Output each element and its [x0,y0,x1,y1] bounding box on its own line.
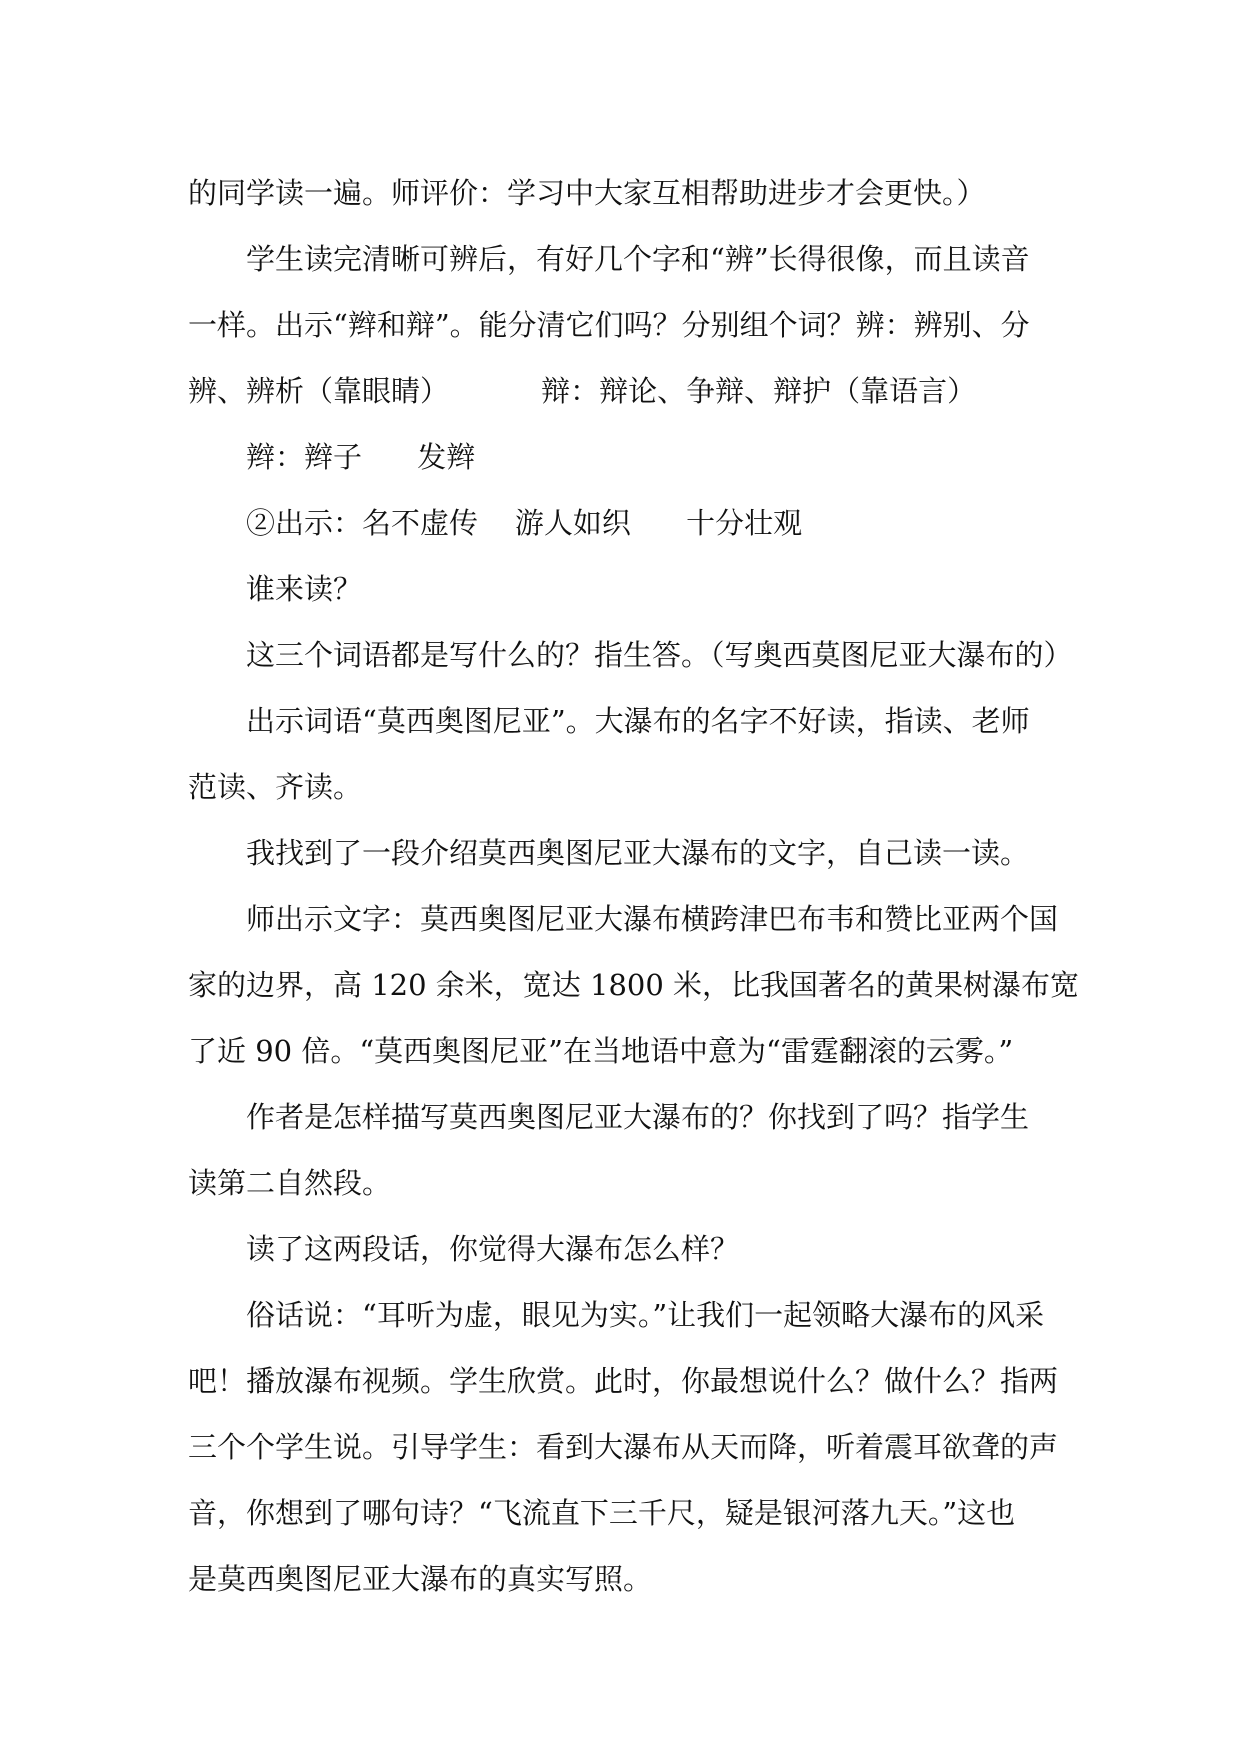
text-line: 辨、辨析（靠眼睛） 辩：辩论、争辩、辩护（靠语言） [188,374,977,408]
text-line: 三个个学生说。引导学生：看到大瀑布从天而降，听着震耳欲聋的声 [188,1430,1059,1464]
text-line: 师出示文字：莫西奥图尼亚大瀑布横跨津巴布韦和赞比亚两个国 [246,902,1059,936]
document-body [188,160,1080,1612]
text-line: 出示词语“莫西奥图尼亚”。大瀑布的名字不好读，指读、老师 [246,704,1030,738]
text-line: 读了这两段话，你觉得大瀑布怎么样？ [246,1232,740,1266]
text-line: 谁来读？ [246,572,363,606]
text-line: 我找到了一段介绍莫西奥图尼亚大瀑布的文字，自己读一读。 [246,836,1030,870]
text-line: ②出示：名不虚传 游人如织 十分壮观 [246,506,803,540]
text-line: 范读、齐读。 [188,770,363,804]
text-line: 了近 90 倍。“莫西奥图尼亚”在当地语中意为“雷霆翻滚的云雾。” [188,1034,1014,1068]
text-line: 家的边界，高 120 余米，宽达 1800 米，比我国著名的黄果树瀑布宽 [188,968,1080,1002]
text-line: 辫：辫子 发辫 [246,440,476,474]
text-line: 的同学读一遍。师评价：学习中大家互相帮助进步才会更快。） [188,176,986,210]
text-line: 音，你想到了哪句诗？“飞流直下三千尺，疑是银河落九天。”这也 [188,1496,1016,1530]
text-line: 一样。出示“辫和辩”。能分清它们吗？分别组个词？辨：辨别、分 [188,308,1030,342]
text-line: 这三个词语都是写什么的？指生答。（写奥西莫图尼亚大瀑布的） [246,638,1073,672]
text-line: 学生读完清晰可辨后，有好几个字和“辨”长得很像，而且读音 [246,242,1030,276]
text-line: 俗话说：“耳听为虚，眼见为实。”让我们一起领略大瀑布的风采 [246,1298,1045,1332]
text-line: 吧！播放瀑布视频。学生欣赏。此时，你最想说什么？做什么？指两 [188,1364,1059,1398]
text-line: 是莫西奥图尼亚大瀑布的真实写照。 [188,1562,653,1596]
text-line: 读第二自然段。 [188,1166,392,1200]
text-line: 作者是怎样描写莫西奥图尼亚大瀑布的？你找到了吗？指学生 [246,1100,1030,1134]
